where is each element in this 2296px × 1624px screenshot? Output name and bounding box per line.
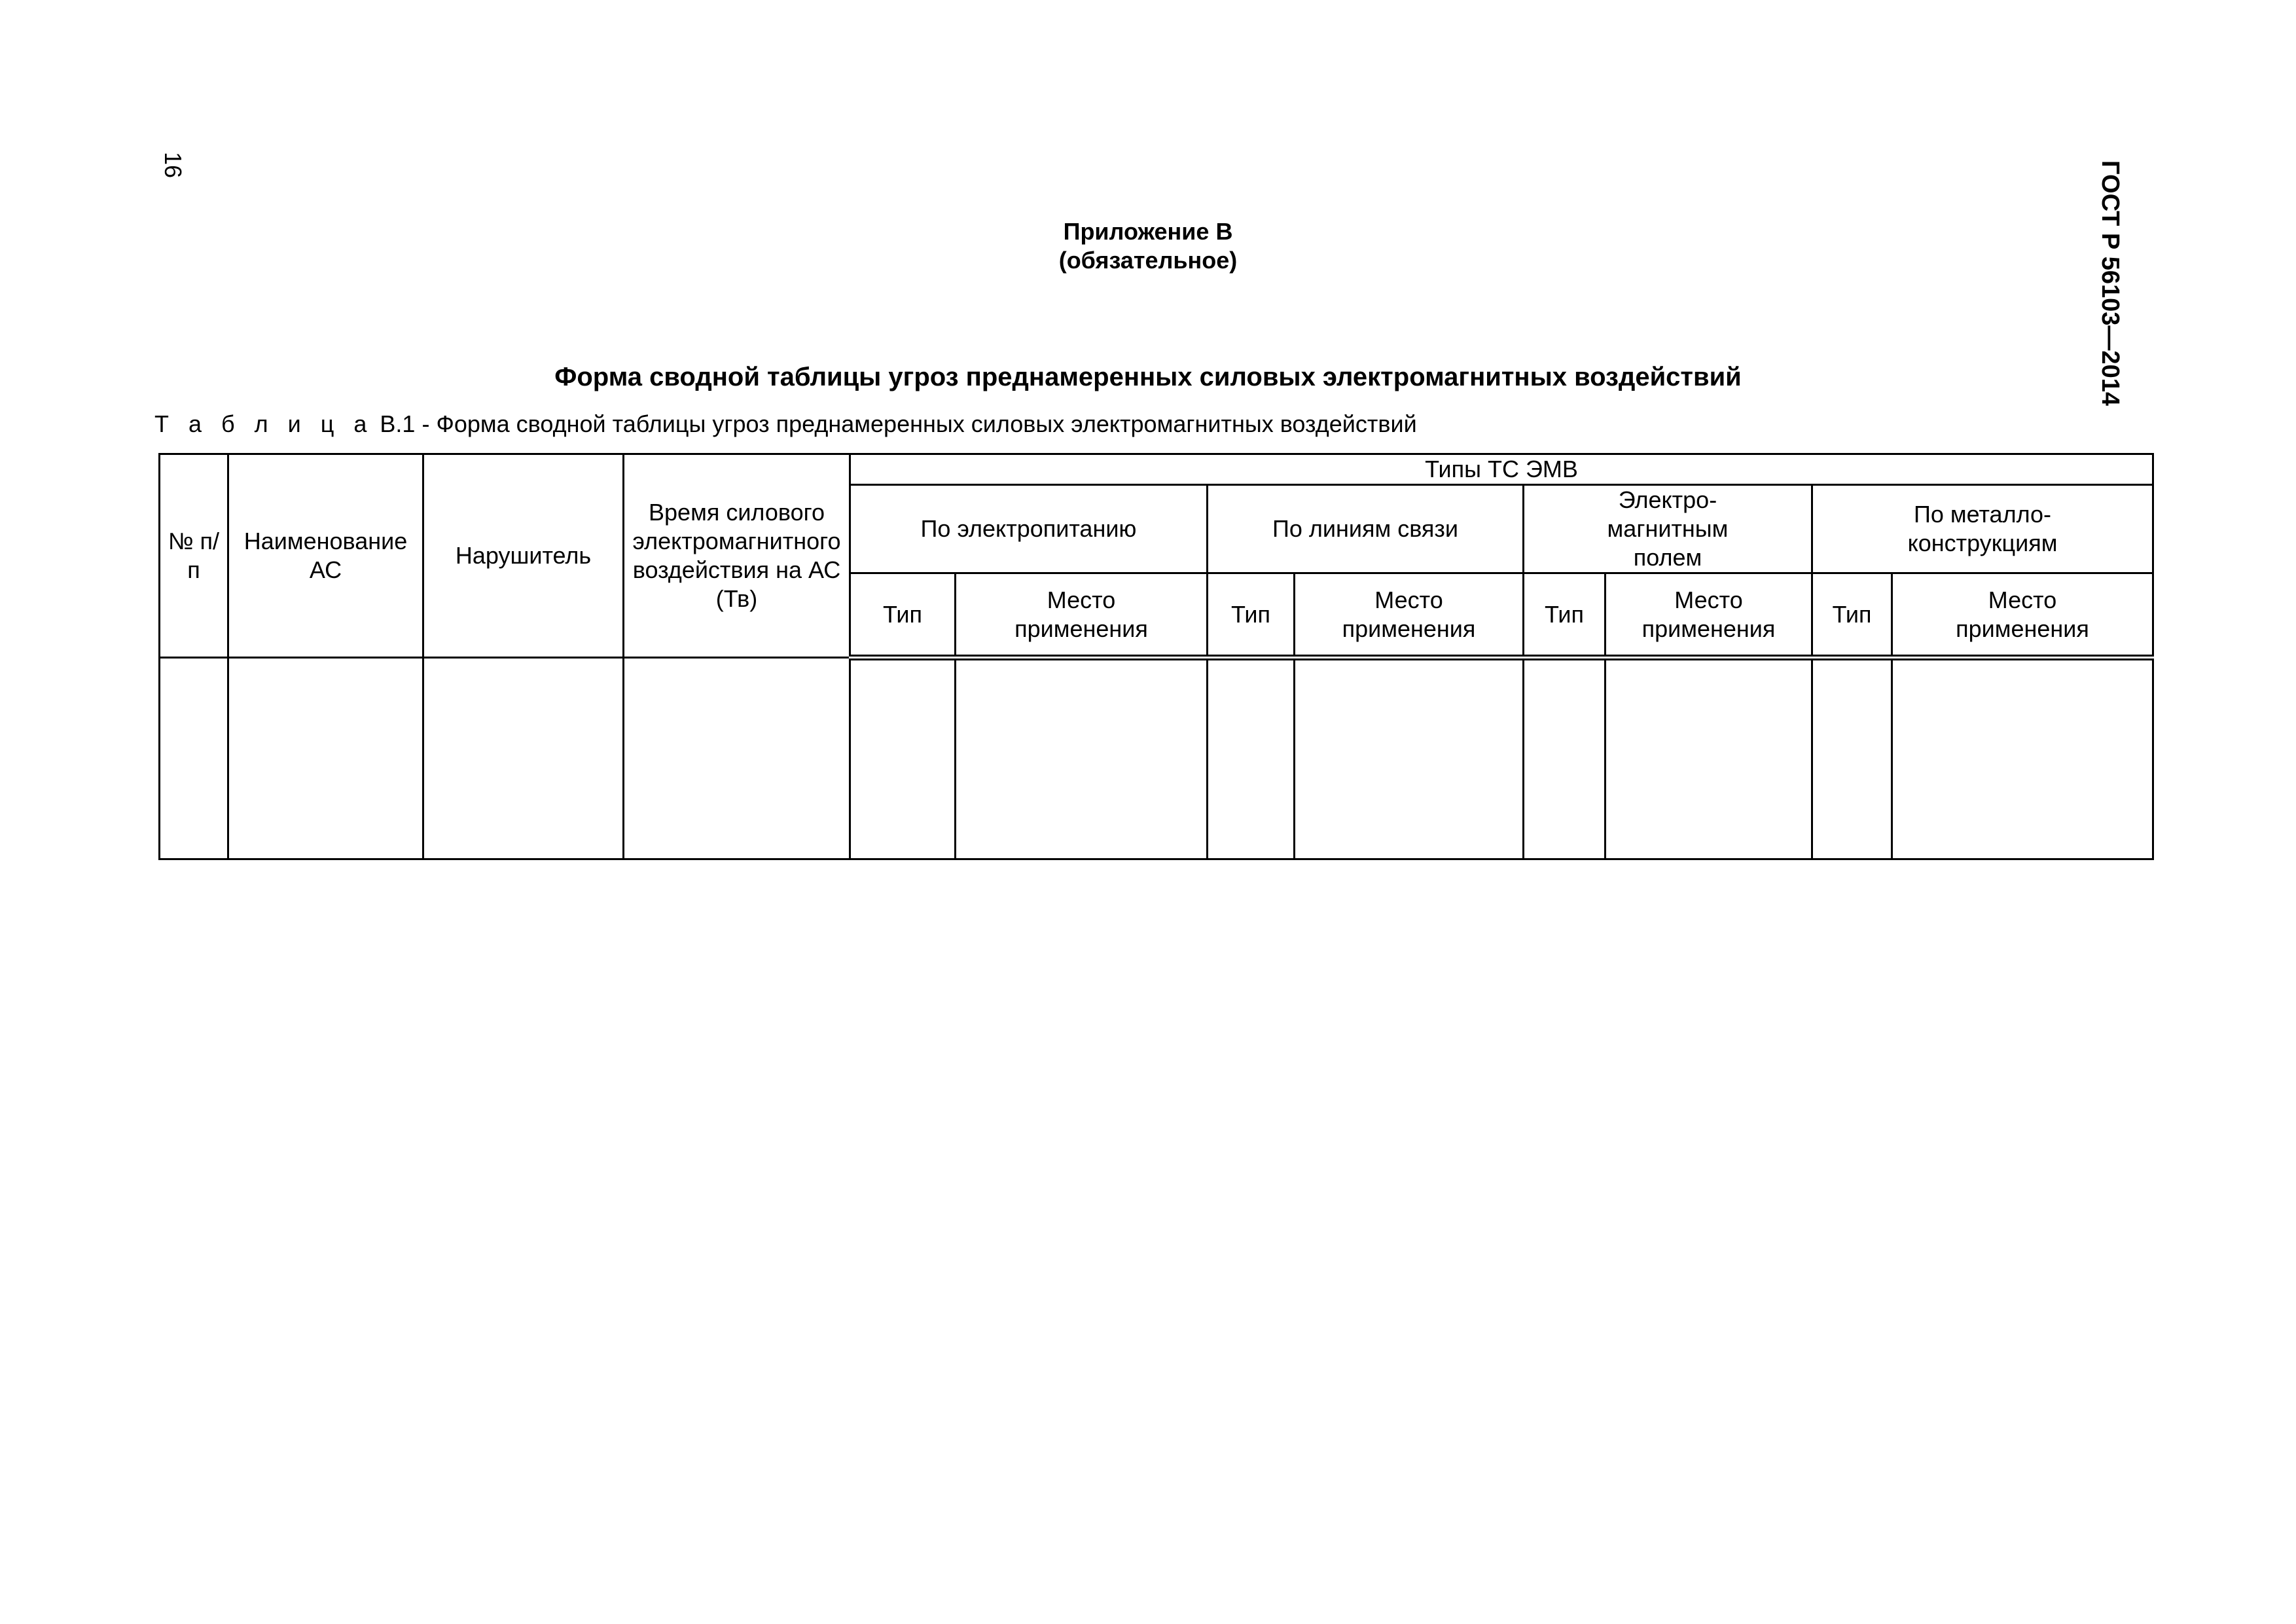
header-row-1 [160,454,2153,485]
table-cell [850,658,956,859]
table-cell [228,658,423,859]
caption-text: - Форма сводной таблицы угроз преднамеренных силовых электромагнитных воздействий [422,410,1417,437]
group-em-field-line3: полем [1633,544,1702,571]
caption-number: В.1 [380,410,416,437]
header-intruder: Нарушитель [423,454,624,658]
header-impact-time-line4: (Тв) [715,585,758,612]
page-number: 16 [160,152,187,179]
sub-place [1892,573,2153,658]
sub-place-line1: Место [1674,586,1743,613]
table-cell [1295,658,1524,859]
sub-place-line1: Место [1988,586,2057,613]
sub-place [1295,573,1524,658]
appendix-heading [0,217,2296,275]
group-em-field-line2: магнитным [1607,515,1729,542]
header-system-name [228,454,423,658]
group-em-field [1524,485,1812,573]
sub-type: Тип [1812,573,1892,658]
header-impact-time [624,454,850,658]
table-cell [160,658,228,859]
group-comm-lines: По линиям связи [1208,485,1524,573]
table-cell [1208,658,1295,859]
group-metal-structures-line2: конструкциям [1907,530,2058,556]
standard-code: ГОСТ Р 56103—2014 [2096,160,2124,406]
caption-prefix: Т а б л и ц а [154,410,374,437]
sub-place-line2: применения [1014,615,1148,642]
table-cell [624,658,850,859]
appendix-status: (обязательное) [1058,247,1238,274]
group-power: По электропитанию [850,485,1208,573]
table-cell [423,658,624,859]
table-cell [956,658,1208,859]
sub-place-line2: применения [1342,615,1476,642]
header-system-name-line1: Наименование [243,528,408,554]
main-title: Форма сводной таблицы угроз преднамеренных силовых электромагнитных воздействий [554,363,1742,391]
table-row [160,658,2153,859]
group-metal-structures-line1: По металло- [1914,501,2052,528]
sub-type: Тип [1524,573,1605,658]
group-em-field-line1: Электро- [1618,486,1717,513]
table-cell [1812,658,1892,859]
sub-place-line2: применения [1956,615,2089,642]
table-cell [1605,658,1812,859]
table-cell [1524,658,1605,859]
header-impact-time-line2: электромагнитного [632,528,841,554]
sub-place-line1: Место [1047,586,1116,613]
appendix-title: Приложение В [1063,218,1233,245]
group-metal-structures [1812,485,2153,573]
header-impact-time-line1: Время силового [649,499,825,526]
header-system-name-line2: АС [309,556,342,583]
table-caption [154,410,1417,439]
header-impact-time-line3: воздействия на АС [632,556,841,583]
sub-type: Тип [850,573,956,658]
sub-place-line1: Место [1374,586,1443,613]
sub-type: Тип [1208,573,1295,658]
header-types: Типы ТС ЭМВ [850,454,2153,485]
header-number: № п/п [160,454,228,658]
table-cell [1892,658,2153,859]
sub-place [1605,573,1812,658]
sub-place-line2: применения [1641,615,1776,642]
threat-summary-table [158,453,2154,860]
sub-place [956,573,1208,658]
